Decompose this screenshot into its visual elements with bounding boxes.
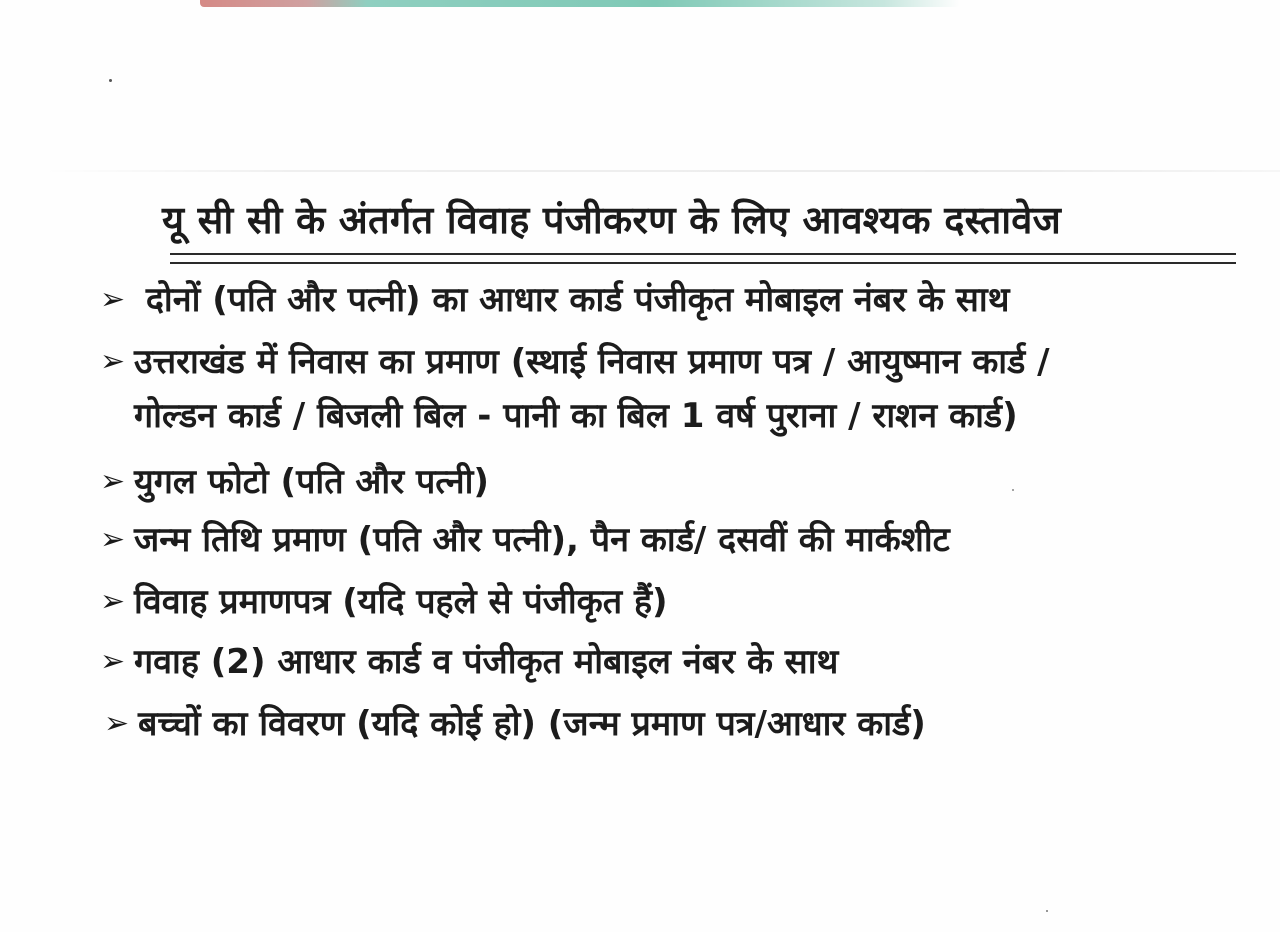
arrowhead-bullet-icon: ➢ (100, 344, 126, 379)
arrowhead-bullet-icon: ➢ (100, 464, 126, 499)
arrowhead-bullet-icon: ➢ (104, 706, 130, 741)
list-item-text: विवाह प्रमाणपत्र (यदि पहले से पंजीकृत हैं) (134, 582, 668, 622)
list-item-text: जन्म तिथि प्रमाण (पति और पत्नी), पैन कार्ड/ दसवीं की मार्कशीट (134, 520, 950, 560)
top-color-strip (200, 0, 960, 7)
paper-speck (1046, 910, 1048, 912)
list-item-text: गवाह (2) आधार कार्ड व पंजीकृत मोबाइल नंबर के साथ (134, 642, 839, 682)
list-item-text: दोनों (पति और पत्नी) का आधार कार्ड पंजीकृत मोबाइल नंबर के साथ (134, 280, 1010, 320)
list-item (100, 334, 1050, 390)
list-item-text: युगल फोटो (पति और पत्नी) (134, 462, 489, 502)
list-item (100, 454, 489, 510)
paper-speck (109, 79, 112, 82)
arrowhead-bullet-icon: ➢ (100, 522, 126, 557)
list-item (100, 634, 838, 690)
arrowhead-bullet-icon: ➢ (100, 282, 126, 317)
list-item (104, 696, 926, 752)
arrowhead-bullet-icon: ➢ (100, 644, 126, 679)
list-item (100, 272, 1009, 328)
paper-fold-line (40, 170, 1280, 172)
list-item-text: बच्चों का विवरण (यदि कोई हो) (जन्म प्रमाण पत्र/आधार कार्ड) (138, 704, 926, 744)
list-item (100, 574, 668, 630)
paper-speck (1012, 489, 1014, 491)
arrowhead-bullet-icon: ➢ (100, 584, 126, 619)
list-item (100, 512, 950, 568)
list-item-text: उत्तराखंड में निवास का प्रमाण (स्थाई निवास प्रमाण पत्र / आयुष्मान कार्ड / (134, 342, 1050, 382)
title-double-underline (170, 253, 1236, 264)
list-item-continuation: गोल्डन कार्ड / बिजली बिल - पानी का बिल 1 वर्ष पुराना / राशन कार्ड) (134, 396, 1018, 436)
document-title: यू सी सी के अंतर्गत विवाह पंजीकरण के लिए आवश्यक दस्तावेज (162, 198, 1061, 242)
